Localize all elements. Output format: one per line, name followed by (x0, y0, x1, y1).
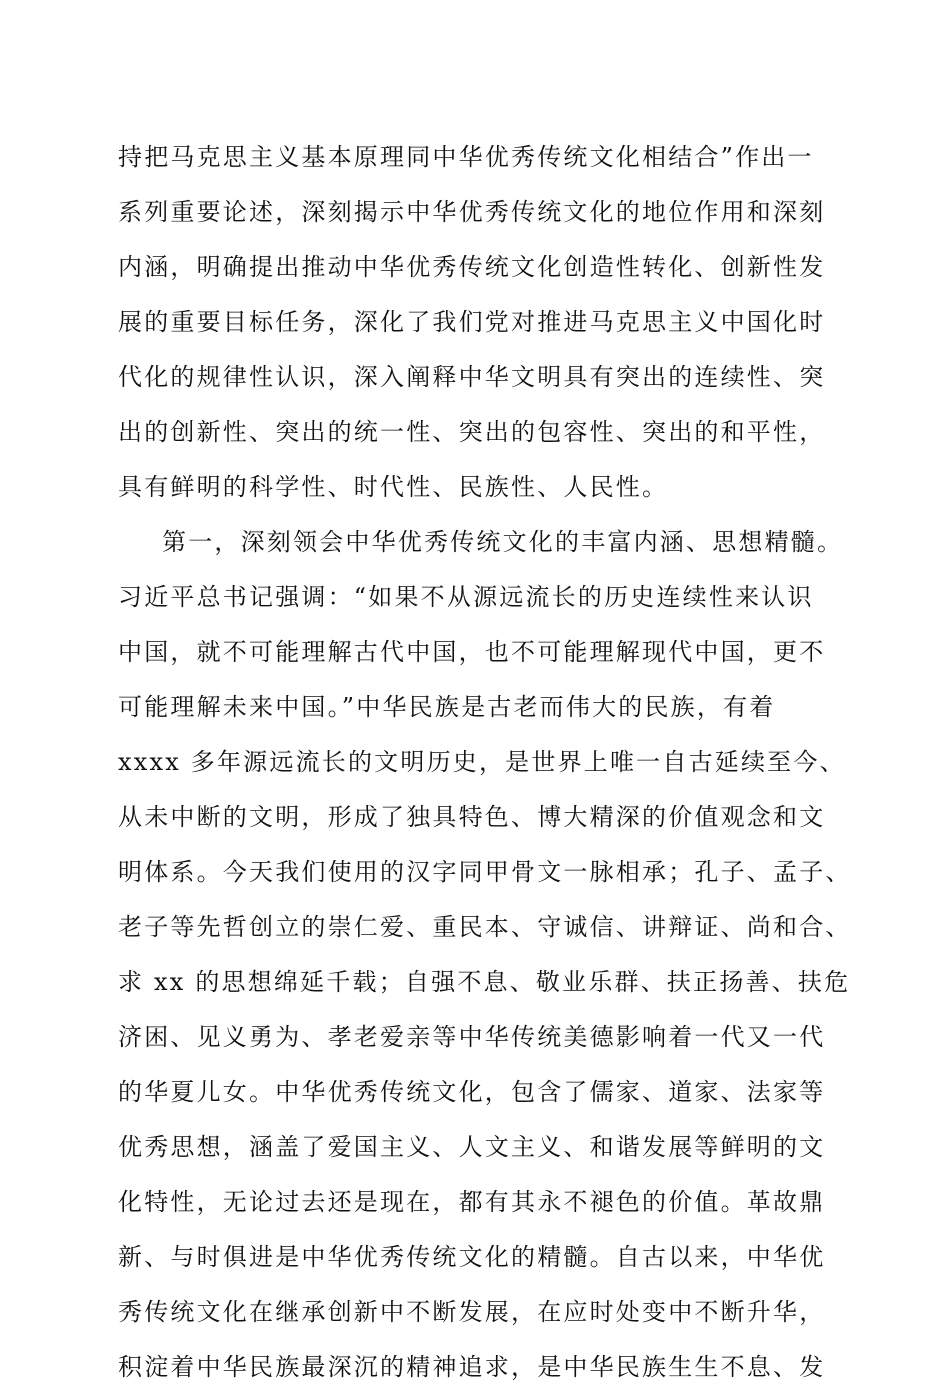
text-line: 展的重要目标任务，深化了我们党对推进马克思主义中国化时 (118, 308, 826, 336)
text-line: 秀传统文化在继承创新中不断发展，在应时处变中不断升华， (118, 1298, 826, 1326)
text-line: 老子等先哲创立的崇仁爱、重民本、守诚信、讲辩证、尚和合、 (118, 913, 852, 941)
text-line: 习近平总书记强调：“如果不从源远流长的历史连续性来认识 (118, 583, 814, 611)
text-line: 新、与时俱进是中华优秀传统文化的精髓。自古以来，中华优 (118, 1243, 826, 1271)
text-line: 明体系。今天我们使用的汉字同甲骨文一脉相承；孔子、孟子、 (118, 858, 852, 886)
text-line: 系列重要论述，深刻揭示中华优秀传统文化的地位作用和深刻 (118, 198, 826, 226)
text-line: 济困、见义勇为、孝老爱亲等中华传统美德影响着一代又一代 (118, 1023, 826, 1051)
text-line: 中国，就不可能理解古代中国，也不可能理解现代中国，更不 (118, 638, 826, 666)
text-line: 内涵，明确提出推动中华优秀传统文化创造性转化、创新性发 (118, 253, 826, 281)
text-line: 代化的规律性认识，深入阐释中华文明具有突出的连续性、突 (118, 363, 826, 391)
text-line: 具有鲜明的科学性、时代性、民族性、人民性。 (118, 473, 669, 501)
text-line: 化特性，无论过去还是现在，都有其永不褪色的价值。革故鼎 (118, 1188, 826, 1216)
text-line: 积淀着中华民族最深沉的精神追求，是中华民族生生不息、发 (118, 1353, 826, 1381)
text-line: 的华夏儿女。中华优秀传统文化，包含了儒家、道家、法家等 (118, 1078, 826, 1106)
section-heading-line: 第一，深刻领会中华优秀传统文化的丰富内涵、思想精髓。 (162, 528, 844, 556)
body-text (118, 130, 852, 1395)
text-line: 出的创新性、突出的统一性、突出的包容性、突出的和平性， (118, 418, 826, 446)
text-line: 求 xx 的思想绵延千载；自强不息、敬业乐群、扶正扬善、扶危 (118, 968, 851, 996)
text-line: 持把马克思主义基本原理同中华优秀传统文化相结合”作出一 (118, 143, 814, 171)
text-line: 优秀思想，涵盖了爱国主义、人文主义、和谐发展等鲜明的文 (118, 1133, 826, 1161)
text-line: 可能理解未来中国。”中华民族是古老而伟大的民族，有着 (118, 693, 776, 721)
text-line: xxxx 多年源远流长的文明历史，是世界上唯一自古延续至今、 (118, 748, 846, 776)
text-line: 从未中断的文明，形成了独具特色、博大精深的价值观念和文 (118, 803, 826, 831)
